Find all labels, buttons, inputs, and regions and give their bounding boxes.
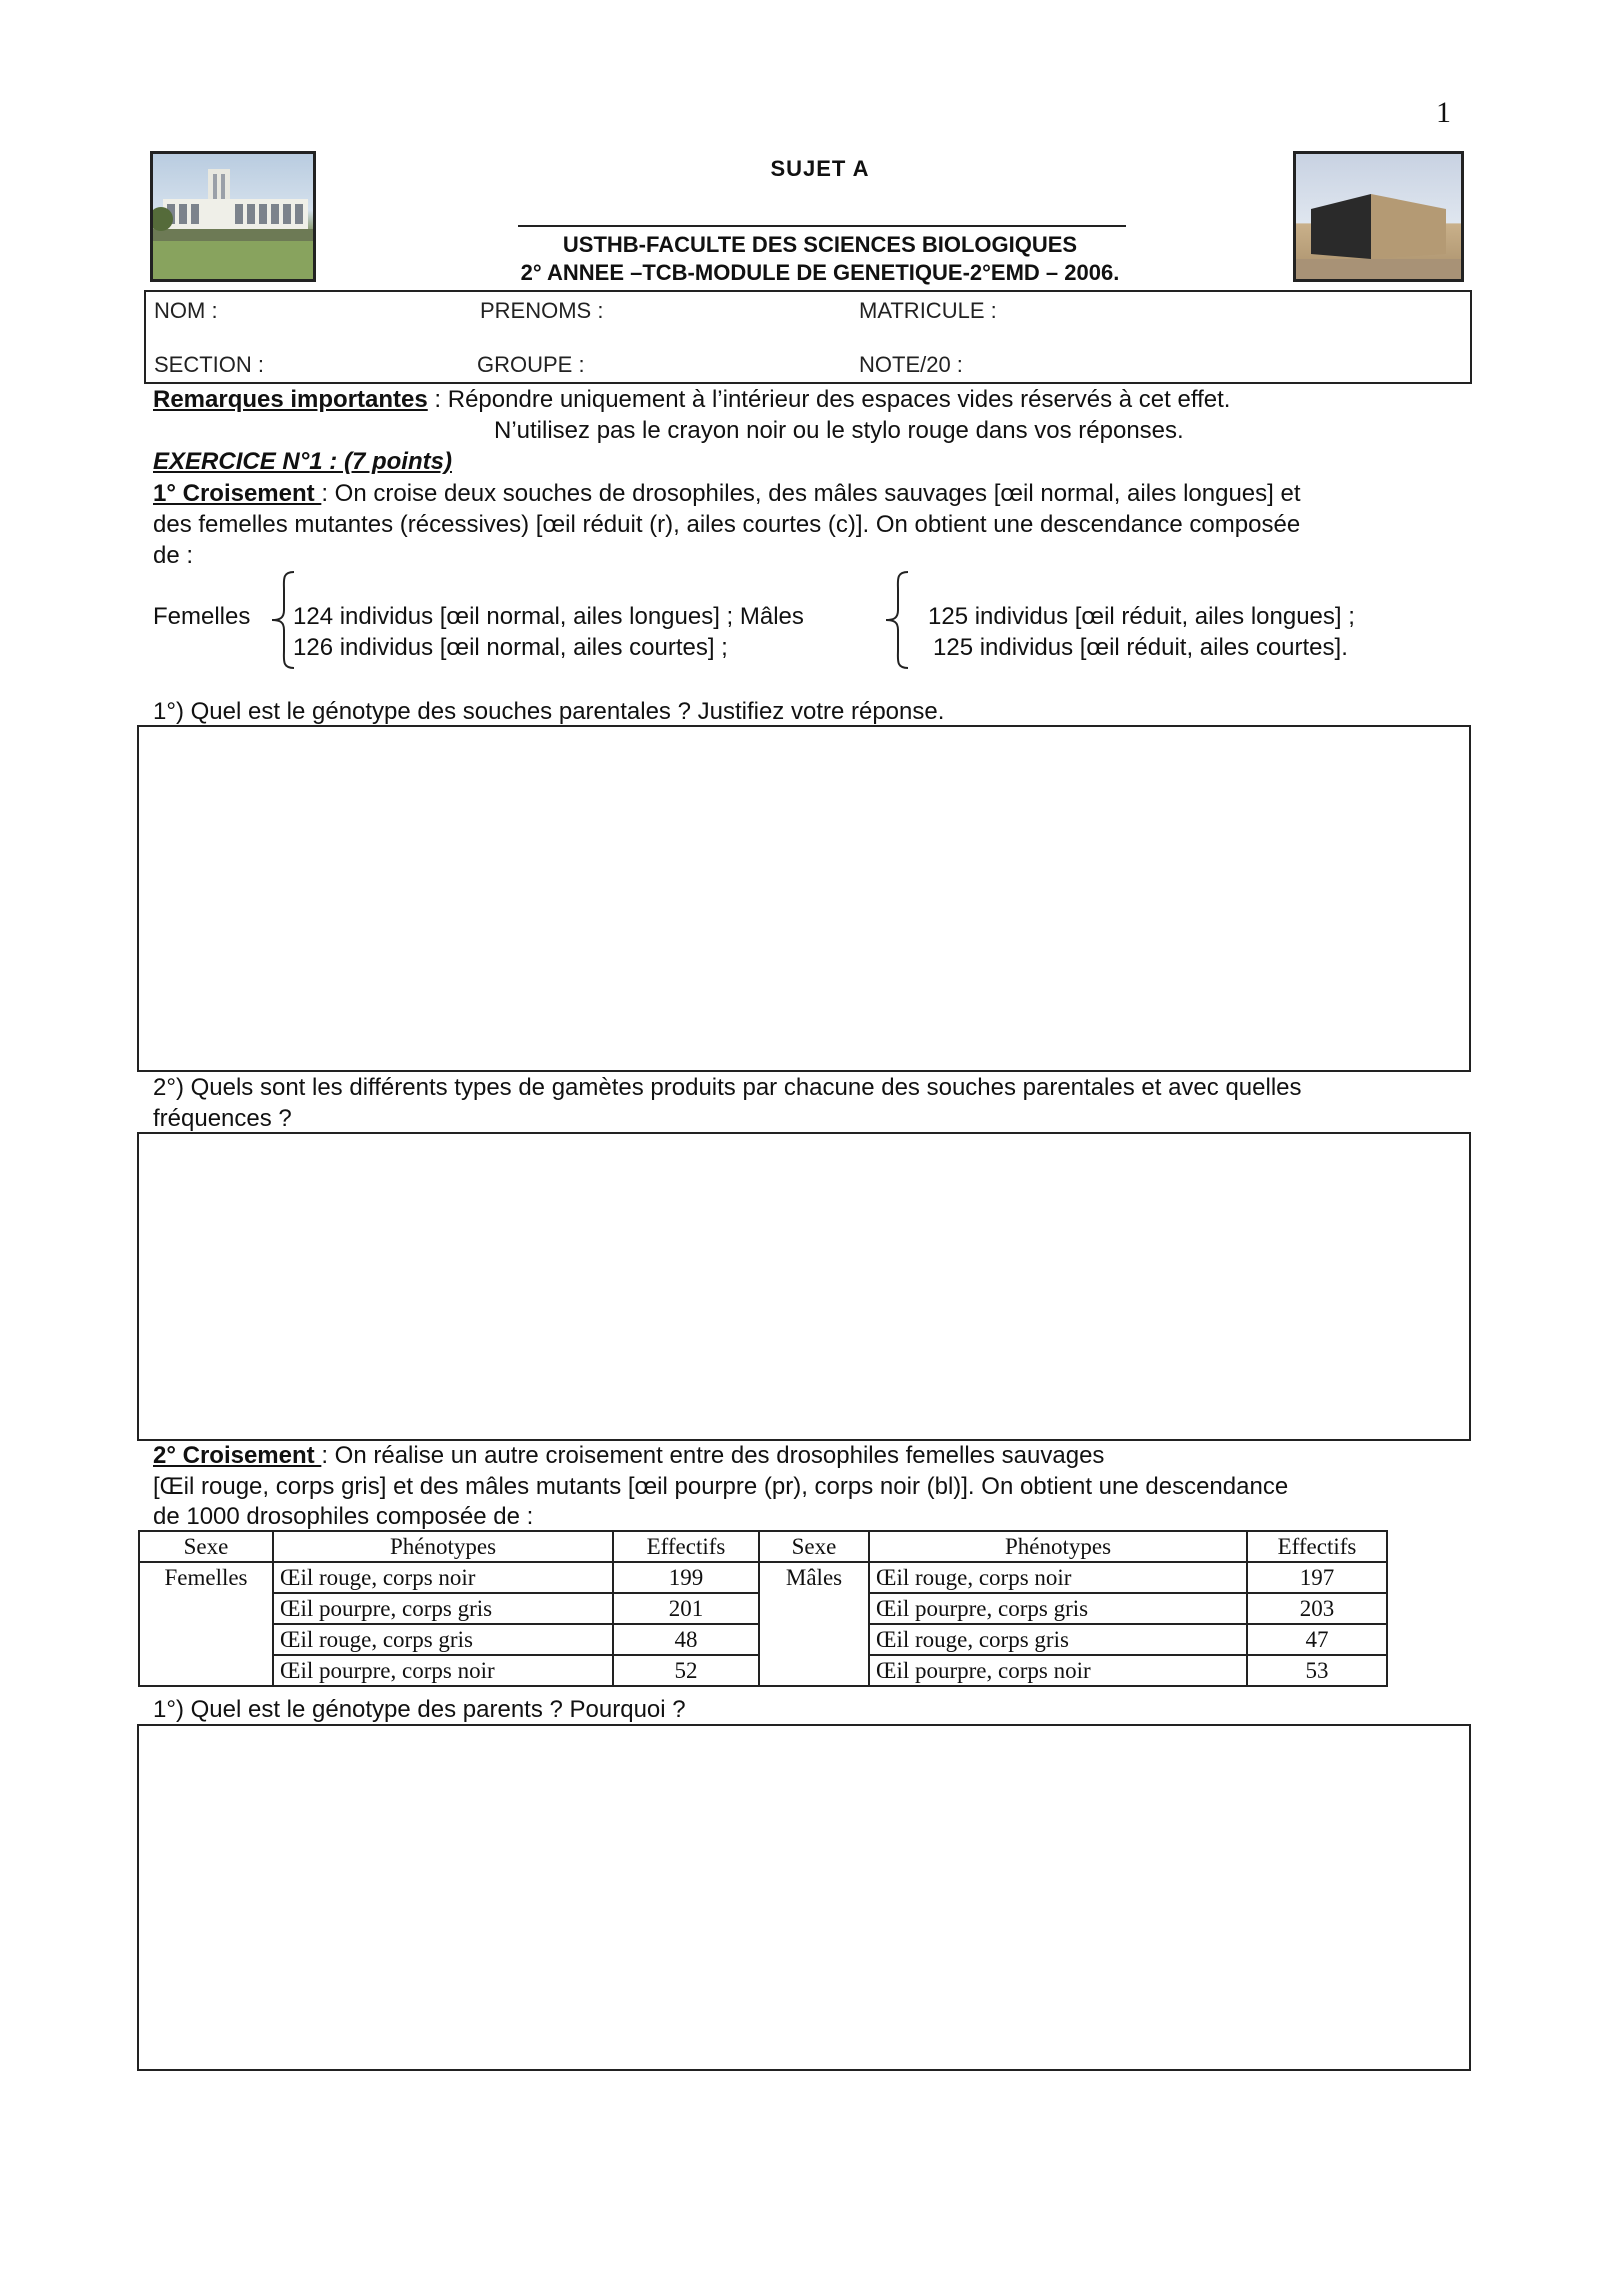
question-1-2-line-1: 2°) Quels sont les différents types de gamètes produits par chacune des souches parentales et avec quelles: [153, 1074, 1302, 1101]
matricule-label: MATRICULE :: [859, 298, 997, 323]
male-count: 197: [1247, 1562, 1387, 1593]
female-phenotype: Œil pourpre, corps gris: [273, 1593, 613, 1624]
sex-males: Mâles: [759, 1562, 869, 1686]
femelles-row-2: 126 individus [œil normal, ailes courtes] ;: [293, 634, 728, 661]
header-effectifs-left: Effectifs: [613, 1531, 759, 1562]
cross-1-line-3: de :: [153, 542, 194, 569]
males-row-2: 125 individus [œil réduit, ailes courtes].: [933, 634, 1348, 661]
remarks-label: Remarques importantes: [153, 386, 428, 413]
cross-2-line-2: [Œil rouge, corps gris] et des mâles mutants [œil pourpre (pr), corps noir (bl)]. On obtient une descendance: [153, 1473, 1289, 1500]
cross-1-label: 1° Croisement: [153, 480, 322, 507]
faculty-building-photo: [150, 151, 316, 282]
male-count: 203: [1247, 1593, 1387, 1624]
table-header-row: [139, 1531, 1387, 1562]
remarks-line-1: [153, 384, 1230, 415]
page-number: 1: [1436, 96, 1451, 129]
femelles-label: Femelles: [153, 603, 251, 630]
answer-box-3[interactable]: [137, 1724, 1471, 2071]
cross-1-line-2: des femelles mutantes (récessives) [œil réduit (r), ailes courtes (c)]. On obtient une descendance composée: [153, 511, 1301, 538]
note-label: NOTE/20 :: [859, 352, 963, 377]
femelles-row-1: 124 individus [œil normal, ailes longues] ; Mâles: [293, 603, 804, 630]
remarks-text-1: : Répondre uniquement à l’intérieur des espaces vides réservés à cet effet.: [427, 386, 1231, 413]
sex-femelles: Femelles: [139, 1562, 273, 1686]
cross-2-label: 2° Croisement: [153, 1442, 322, 1469]
header-sexe-left: Sexe: [139, 1531, 273, 1562]
answer-box-2[interactable]: [137, 1132, 1471, 1441]
monument-illustration: [1296, 154, 1461, 279]
header-sexe-right: Sexe: [759, 1531, 869, 1562]
female-count: 199: [613, 1562, 759, 1593]
nom-label: NOM :: [154, 298, 218, 323]
module-title: 2° ANNEE –TCB-MODULE DE GENETIQUE-2°EMD – 2006.: [520, 260, 1120, 285]
female-phenotype: Œil rouge, corps gris: [273, 1624, 613, 1655]
monument-photo: [1293, 151, 1464, 282]
female-count: 201: [613, 1593, 759, 1624]
males-row-1: 125 individus [œil réduit, ailes longues] ;: [928, 603, 1355, 630]
male-phenotype: Œil pourpre, corps noir: [869, 1655, 1247, 1686]
section-label: SECTION :: [154, 352, 265, 377]
cross-2-text-1: : On réalise un autre croisement entre des drosophiles femelles sauvages: [321, 1442, 1105, 1469]
student-info-box: [144, 290, 1472, 384]
male-phenotype: Œil pourpre, corps gris: [869, 1593, 1247, 1624]
header-phenotypes-left: Phénotypes: [273, 1531, 613, 1562]
female-count: 52: [613, 1655, 759, 1686]
cross-1-text-1: : On croise deux souches de drosophiles, des mâles sauvages [œil normal, ailes longues] et: [321, 480, 1301, 507]
table-row: [139, 1562, 1387, 1593]
male-count: 47: [1247, 1624, 1387, 1655]
males-brace: [884, 570, 914, 670]
male-count: 53: [1247, 1655, 1387, 1686]
groupe-label: GROUPE :: [477, 352, 585, 377]
results-table: [138, 1530, 1388, 1687]
university-title: USTHB-FACULTE DES SCIENCES BIOLOGIQUES: [562, 232, 1078, 257]
female-count: 48: [613, 1624, 759, 1655]
question-1-2-line-2: fréquences ?: [153, 1105, 292, 1132]
header-divider: [518, 225, 1126, 227]
male-phenotype: Œil rouge, corps noir: [869, 1562, 1247, 1593]
cross-2-line-3: de 1000 drosophiles composée de :: [153, 1503, 534, 1530]
cross-1-line-1: [153, 478, 1301, 509]
question-2-1: 1°) Quel est le génotype des parents ? Pourquoi ?: [153, 1696, 686, 1723]
subject-title: SUJET A: [770, 156, 870, 181]
answer-box-1[interactable]: [137, 725, 1471, 1072]
cross-2-line-1: [153, 1440, 1104, 1471]
header-effectifs-right: Effectifs: [1247, 1531, 1387, 1562]
remarks-line-2: N’utilisez pas le crayon noir ou le stylo rouge dans vos réponses.: [494, 417, 1184, 444]
header-phenotypes-right: Phénotypes: [869, 1531, 1247, 1562]
female-phenotype: Œil rouge, corps noir: [273, 1562, 613, 1593]
building-illustration: [153, 154, 313, 279]
exercise-1-title: EXERCICE N°1 : (7 points): [153, 448, 452, 475]
question-1-1: 1°) Quel est le génotype des souches parentales ? Justifiez votre réponse.: [153, 698, 945, 725]
female-phenotype: Œil pourpre, corps noir: [273, 1655, 613, 1686]
male-phenotype: Œil rouge, corps gris: [869, 1624, 1247, 1655]
prenoms-label: PRENOMS :: [480, 298, 604, 323]
